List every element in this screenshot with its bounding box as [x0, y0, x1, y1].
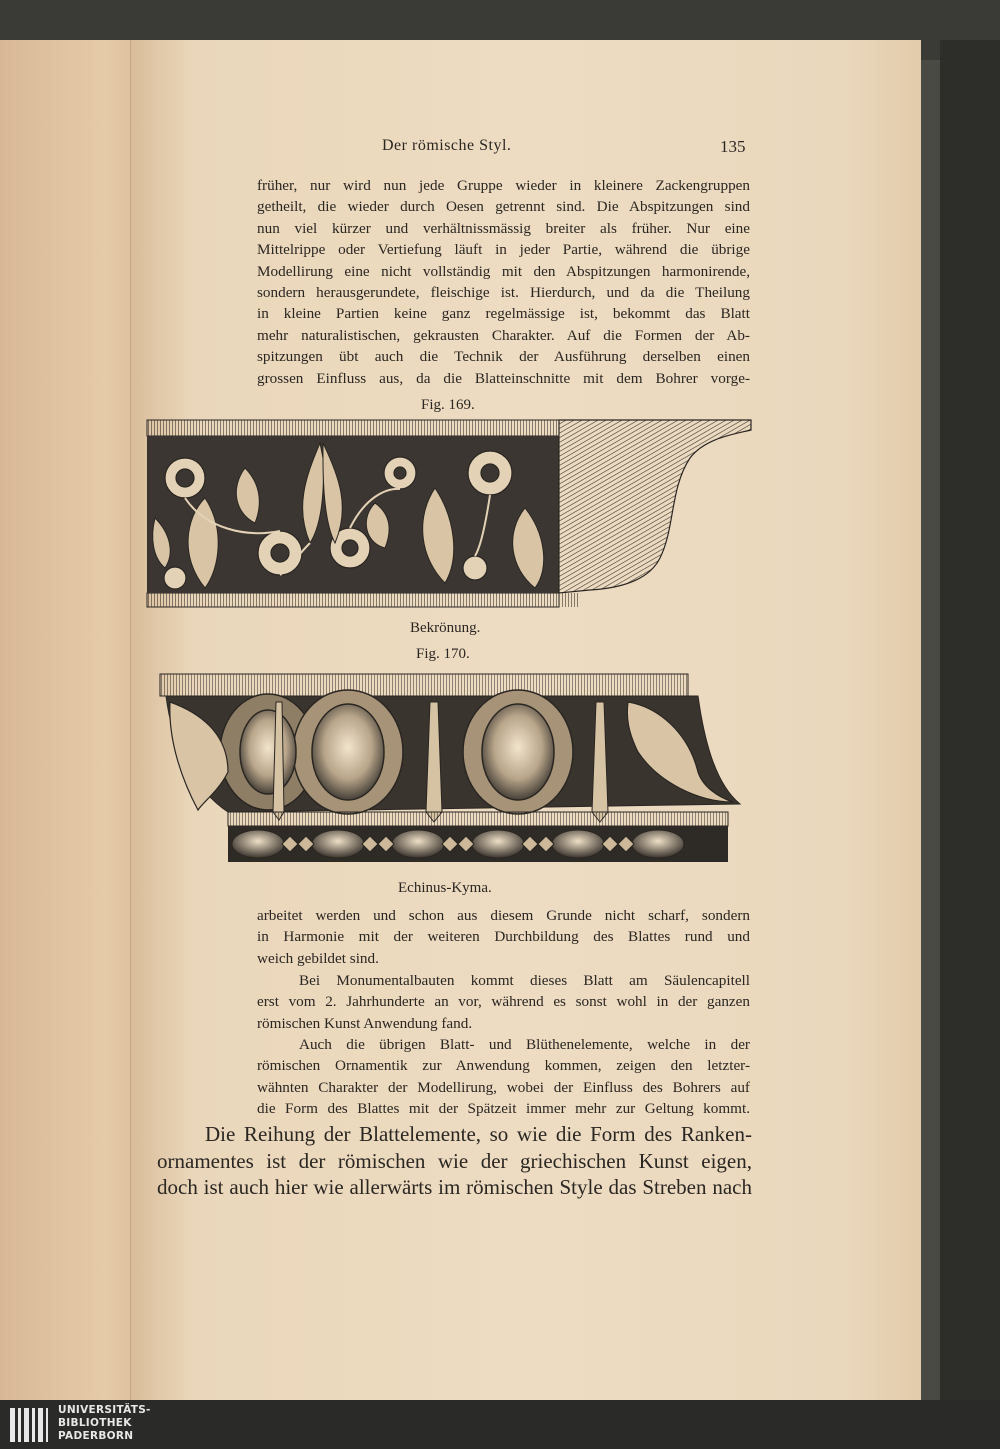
- text-line: Mittelrippe oder Vertiefung läuft in jeder Partie, während die übrige: [257, 241, 750, 259]
- text-line: ornamentes ist der römischen wie der griechischen Kunst eigen,: [157, 1148, 752, 1173]
- paragraph-1: [257, 175, 750, 389]
- paragraph-3: [257, 970, 750, 1034]
- logo-line: UNIVERSITÄTS-: [58, 1404, 151, 1416]
- text-line: in kleine Partien keine ganz regelmässige ist, bekommt das Blatt: [257, 305, 750, 323]
- library-logo-icon: [8, 1404, 50, 1446]
- text-line: getheilt, die wieder durch Oesen getrennt sind. Die Abspitzungen sind: [257, 198, 750, 216]
- book-cover: [940, 40, 1000, 1400]
- running-header-title: Der römische Styl.: [382, 137, 512, 154]
- figure-169-label: Fig. 169.: [421, 397, 475, 413]
- text-line: nun viel kürzer und verhältnissmässig breiter als früher. Nur eine: [257, 219, 750, 237]
- text-line: in Harmonie mit der weiteren Durchbildung des Blattes rund und: [257, 928, 750, 946]
- text-line: doch ist auch hier wie allerwärts im römischen Style das Streben nach: [157, 1175, 752, 1199]
- logo-line: BIBLIOTHEK: [58, 1417, 132, 1429]
- text-line: sondern herausgerundete, fleischige ist. Hierdurch, und da die Theilung: [257, 284, 750, 302]
- paragraph-4: [257, 1034, 750, 1120]
- text-line: Die Reihung der Blattelemente, so wie die Form des Ranken-: [205, 1122, 752, 1146]
- text-line: Modellirung eine nicht vollständig mit den Abspitzungen harmonirende,: [257, 262, 750, 280]
- text-line: mehr naturalistischen, gekrausten Charakter. Auf die Formen der Ab-: [257, 326, 750, 344]
- text-line: erst vom 2. Jahrhunderte an vor, während es sonst wohl in der ganzen: [257, 993, 750, 1011]
- figure-170-label: Fig. 170.: [416, 646, 470, 662]
- large-paragraph: [157, 1121, 752, 1201]
- figure-170-caption: Echinus-Kyma.: [398, 880, 492, 896]
- text-line: weich gebildet sind.: [257, 949, 379, 967]
- text-line: spitzungen übt auch die Technik der Ausführung derselben einen: [257, 348, 750, 366]
- text-line: römischen Ornamentik zur Anwendung kommen, zeigen den letzter-: [257, 1057, 750, 1075]
- figure-169-illustration: [145, 418, 753, 610]
- text-line: Bei Monumentalbauten kommt dieses Blatt am Säulencapitell: [299, 972, 750, 989]
- logo-line: PADERBORN: [58, 1430, 134, 1442]
- text-line: römischen Kunst Anwendung fand.: [257, 1014, 473, 1032]
- text-line: früher, nur wird nun jede Gruppe wieder in kleinere Zackengruppen: [257, 177, 750, 194]
- figure-170-illustration: [158, 672, 742, 872]
- paragraph-2: [257, 905, 750, 969]
- text-line: die Form des Blattes mit der Spätzeit immer mehr zur Geltung kommt.: [257, 1100, 750, 1118]
- text-line: wähnten Charakter der Modellirung, wobei der Einfluss des Bohrers auf: [257, 1078, 750, 1096]
- text-line: Auch die übrigen Blatt- und Blüthenelemente, welche in der: [299, 1036, 750, 1053]
- library-logo-text: [58, 1404, 151, 1443]
- page-number: 135: [720, 137, 746, 156]
- figure-169-caption: Bekrönung.: [410, 620, 481, 636]
- text-line: grossen Einfluss aus, da die Blatteinschnitte mit dem Bohrer vorge-: [257, 369, 750, 387]
- text-line: arbeitet werden und schon aus diesem Grunde nicht scharf, sondern: [257, 907, 750, 924]
- left-page-edge: [0, 40, 150, 1400]
